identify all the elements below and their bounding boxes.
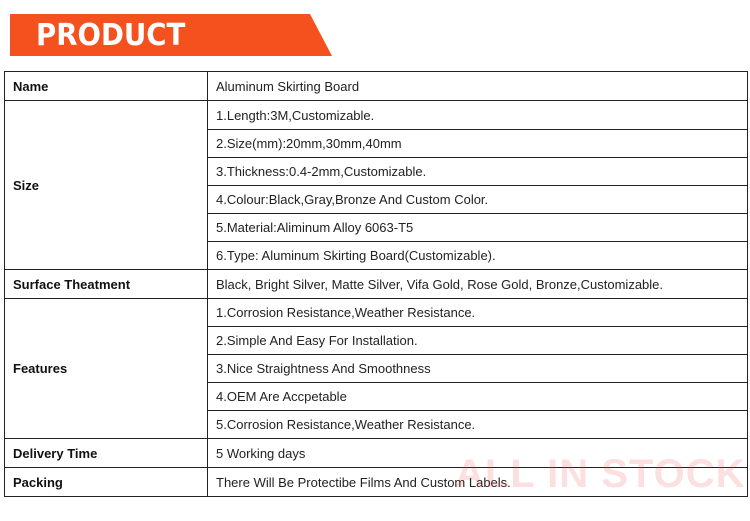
size-item: 3.Thickness:0.4-2mm,Customizable. xyxy=(208,158,748,186)
product-banner xyxy=(10,14,332,56)
row-label-name: Name xyxy=(5,72,208,101)
table-row-size xyxy=(5,101,748,130)
banner-title: PRODUCT xyxy=(36,18,186,53)
row-label-surface: Surface Theatment xyxy=(5,270,208,299)
size-item: 4.Colour:Black,Gray,Bronze And Custom Color. xyxy=(208,186,748,214)
row-label-size: Size xyxy=(5,101,208,270)
row-value-delivery: 5 Working days xyxy=(208,439,748,468)
stock-watermark: ALL IN STOCK xyxy=(455,452,746,496)
feature-item: 3.Nice Straightness And Smoothness xyxy=(208,355,748,383)
row-value-packing: There Will Be Protectibe Films And Custom Labels. xyxy=(208,468,748,497)
feature-item: 2.Simple And Easy For Installation. xyxy=(208,327,748,355)
size-item: 2.Size(mm):20mm,30mm,40mm xyxy=(208,130,748,158)
table-row-surface xyxy=(5,270,748,299)
feature-item: 1.Corrosion Resistance,Weather Resistance. xyxy=(208,299,748,327)
table-row-name xyxy=(5,72,748,101)
row-value-surface: Black, Bright Silver, Matte Silver, Vifa Gold, Rose Gold, Bronze,Customizable. xyxy=(208,270,748,299)
row-label-packing: Packing xyxy=(5,468,208,497)
row-value-name: Aluminum Skirting Board xyxy=(208,72,748,101)
size-item: 6.Type: Aluminum Skirting Board(Customizable). xyxy=(208,242,748,270)
row-label-delivery: Delivery Time xyxy=(5,439,208,468)
feature-item: 5.Corrosion Resistance,Weather Resistance. xyxy=(208,411,748,439)
table-row-packing xyxy=(5,468,748,497)
size-item: 5.Material:Aliminum Alloy 6063-T5 xyxy=(208,214,748,242)
product-spec-table xyxy=(4,71,748,497)
table-row-delivery xyxy=(5,439,748,468)
table-row-features xyxy=(5,299,748,327)
size-item: 1.Length:3M,Customizable. xyxy=(208,101,748,130)
row-label-features: Features xyxy=(5,299,208,439)
feature-item: 4.OEM Are Accpetable xyxy=(208,383,748,411)
